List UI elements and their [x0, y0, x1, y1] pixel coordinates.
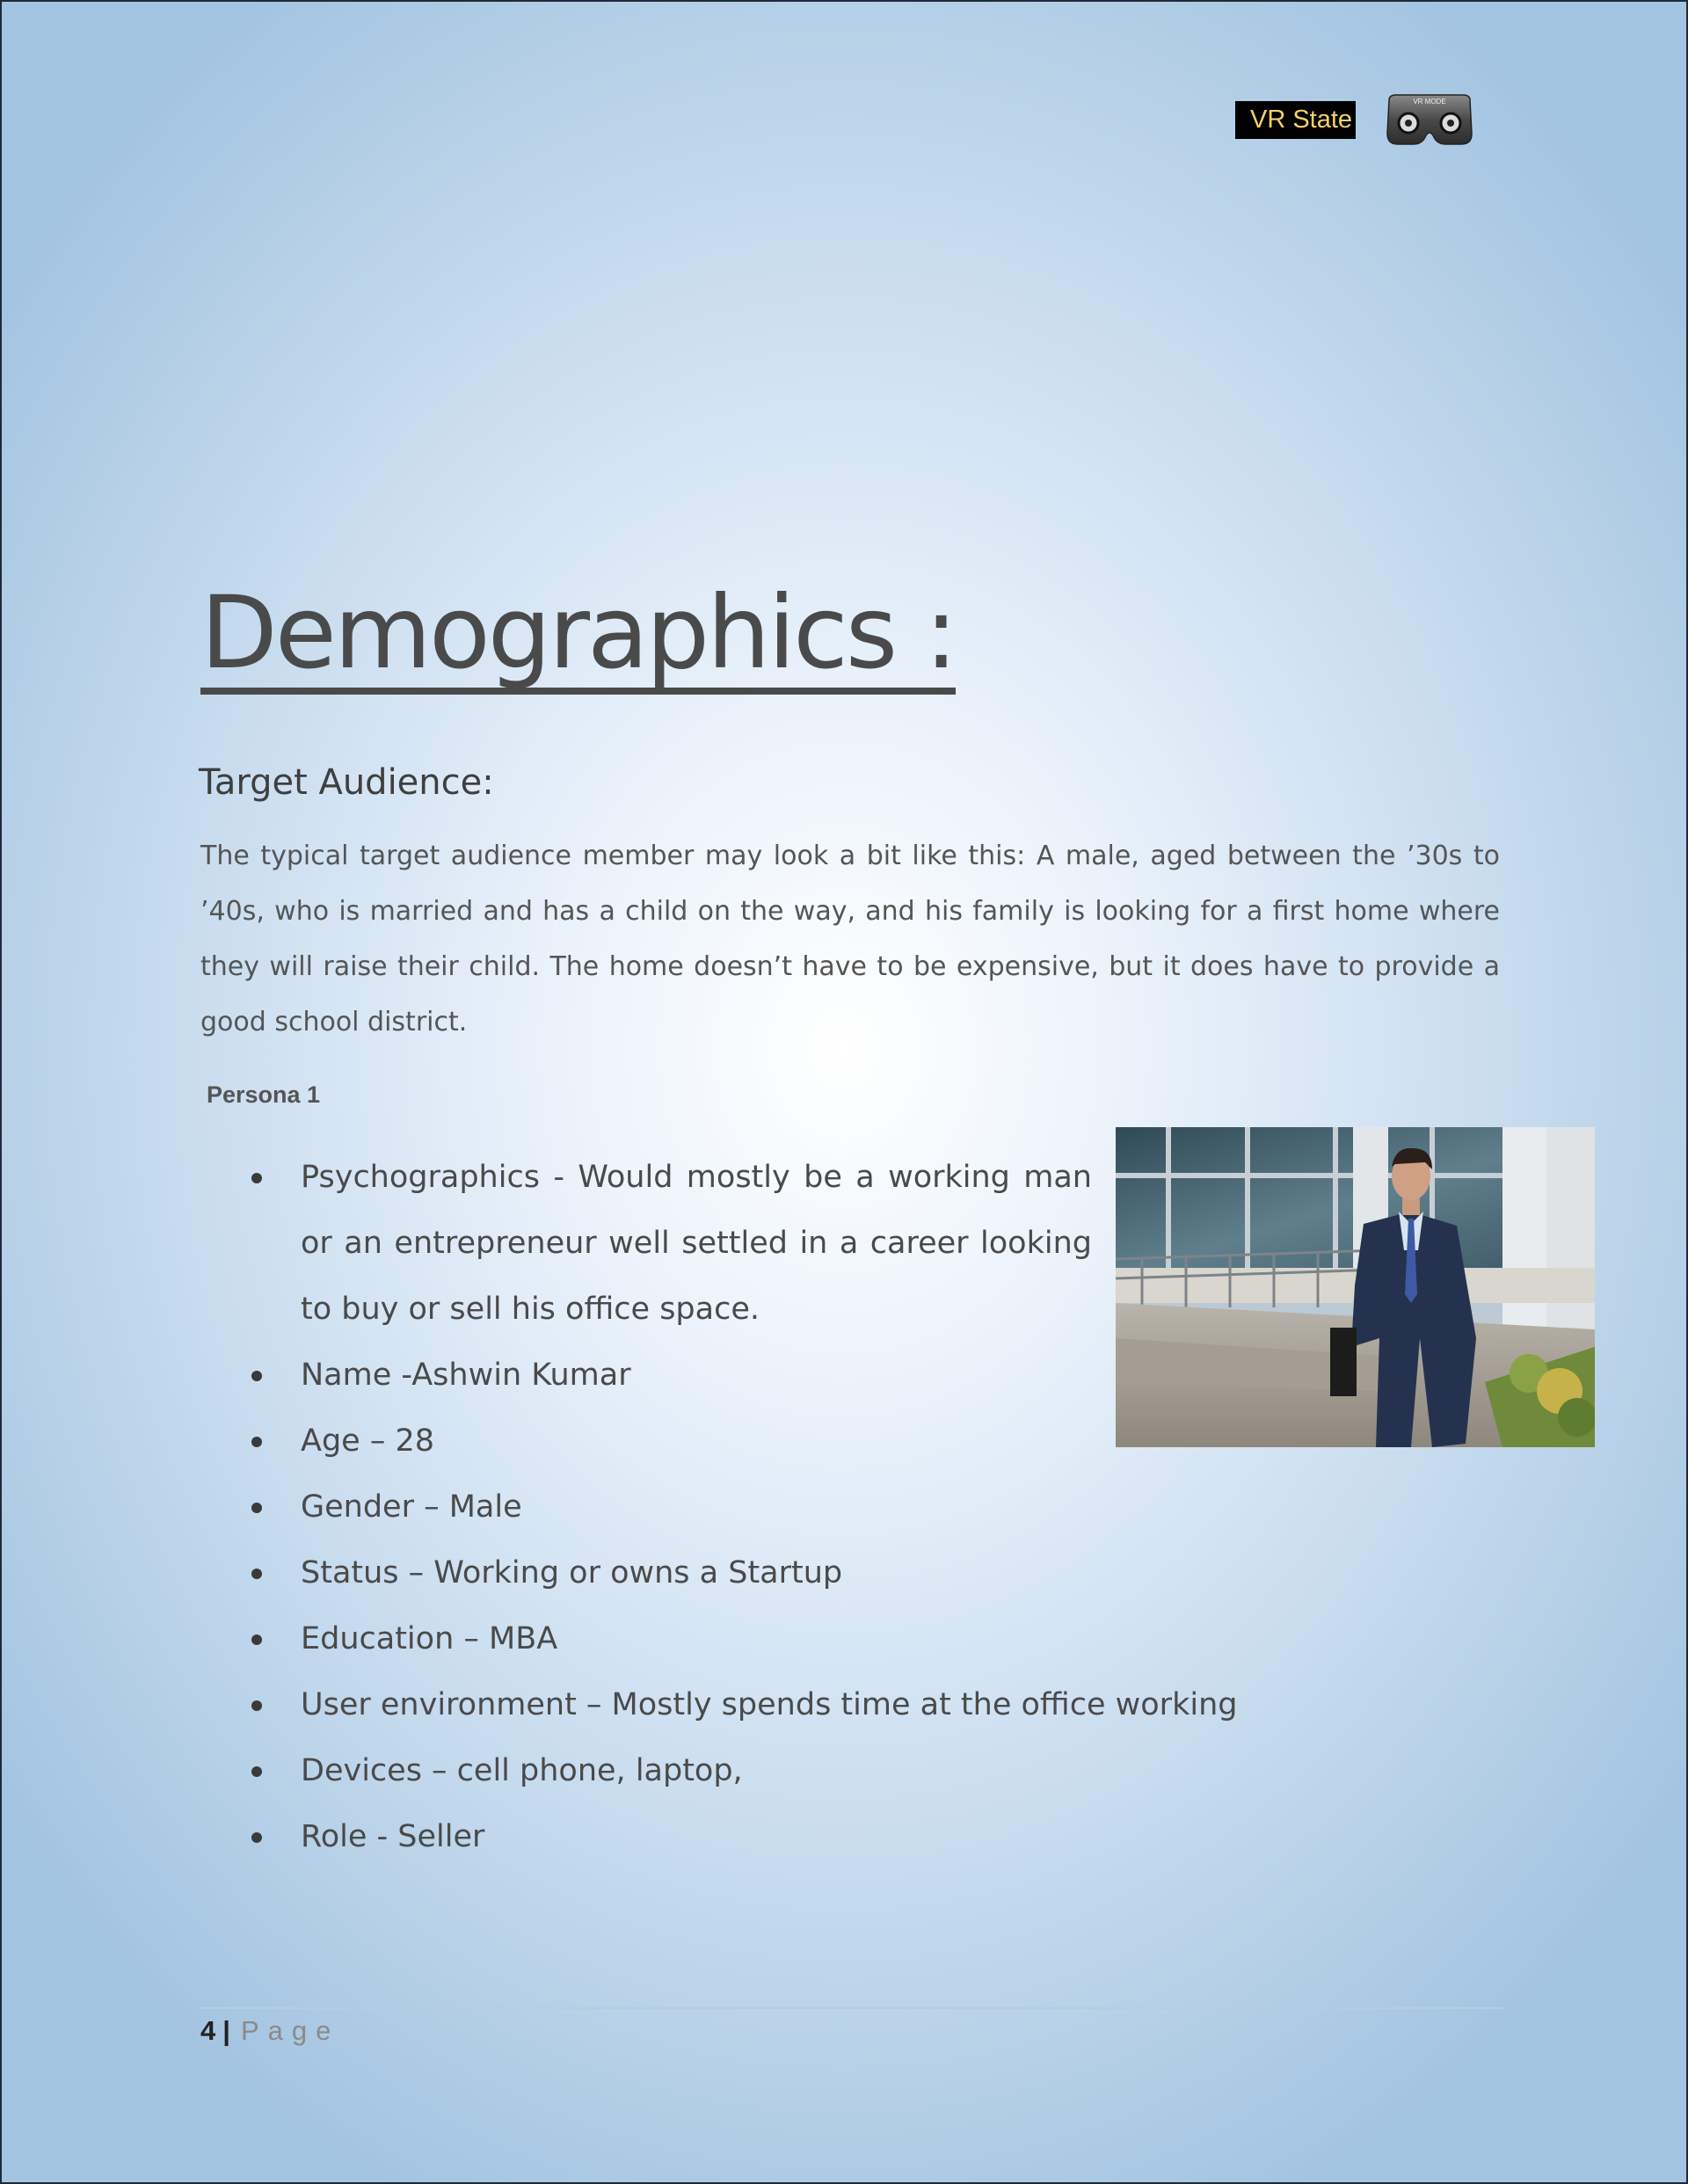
vr-state-label: VR State: [1235, 101, 1356, 139]
list-item-text: Role - Seller: [301, 1819, 485, 1854]
list-item-devices: [2, 1738, 1237, 1804]
list-item-text: User environment – Mostly spends time at the office working: [301, 1687, 1238, 1722]
list-item-text: Gender – Male: [301, 1489, 522, 1525]
vr-mode-text: VR MODE: [1413, 98, 1446, 106]
list-item-text: Devices – cell phone, laptop,: [301, 1753, 743, 1788]
vr-headset-icon[interactable]: [1382, 90, 1477, 149]
page-title: Demographics :: [200, 578, 956, 695]
page-word: Page: [240, 2015, 340, 2046]
bullet-icon: [251, 1569, 262, 1579]
list-item-gender: [2, 1474, 1237, 1540]
bullet-icon: [251, 1371, 262, 1381]
page-footer: [200, 2015, 339, 2047]
list-item-text: Status – Working or owns a Startup: [301, 1555, 843, 1591]
list-item-text: Education – MBA: [301, 1621, 558, 1656]
footer-divider: [200, 2007, 1503, 2009]
bullet-icon: [251, 1173, 262, 1183]
list-item-role: [2, 1804, 1237, 1870]
footer-separator: |: [222, 2015, 230, 2046]
bullet-icon: [251, 1437, 262, 1447]
list-item-text: Psychographics - Would mostly be a working man or an entrepreneur well settled in a career looking to buy or sell his office space.: [301, 1160, 1092, 1327]
bullet-icon: [251, 1766, 262, 1777]
target-audience-paragraph: The typical target audience member may look a bit like this: A male, aged between the ’30s to ’40s, who is married and has a child on the way, and his family is looking for a first home where they will raise their child. The home doesn’t have to be expensive, but it does have to provide a good school district.: [200, 841, 1500, 1037]
bullet-icon: [251, 1832, 262, 1843]
bullet-icon: [251, 1503, 262, 1513]
list-item-psychographics: [2, 1145, 1237, 1343]
list-item-name: [2, 1343, 1237, 1409]
bullet-icon: [251, 1634, 262, 1645]
bullet-icon: [251, 1700, 262, 1711]
list-item-education: [2, 1606, 1237, 1672]
page-number: 4: [200, 2015, 216, 2046]
list-item-text: Age – 28: [301, 1423, 434, 1459]
persona-label: Persona 1: [207, 1081, 321, 1108]
target-audience-heading: Target Audience:: [199, 762, 494, 803]
list-item-text: Name -Ashwin Kumar: [301, 1358, 631, 1393]
list-item-age: [2, 1409, 1237, 1474]
list-item-user-environment: [2, 1672, 1237, 1738]
persona-attributes-list: [2, 1145, 1237, 1870]
list-item-status: [2, 1540, 1237, 1606]
